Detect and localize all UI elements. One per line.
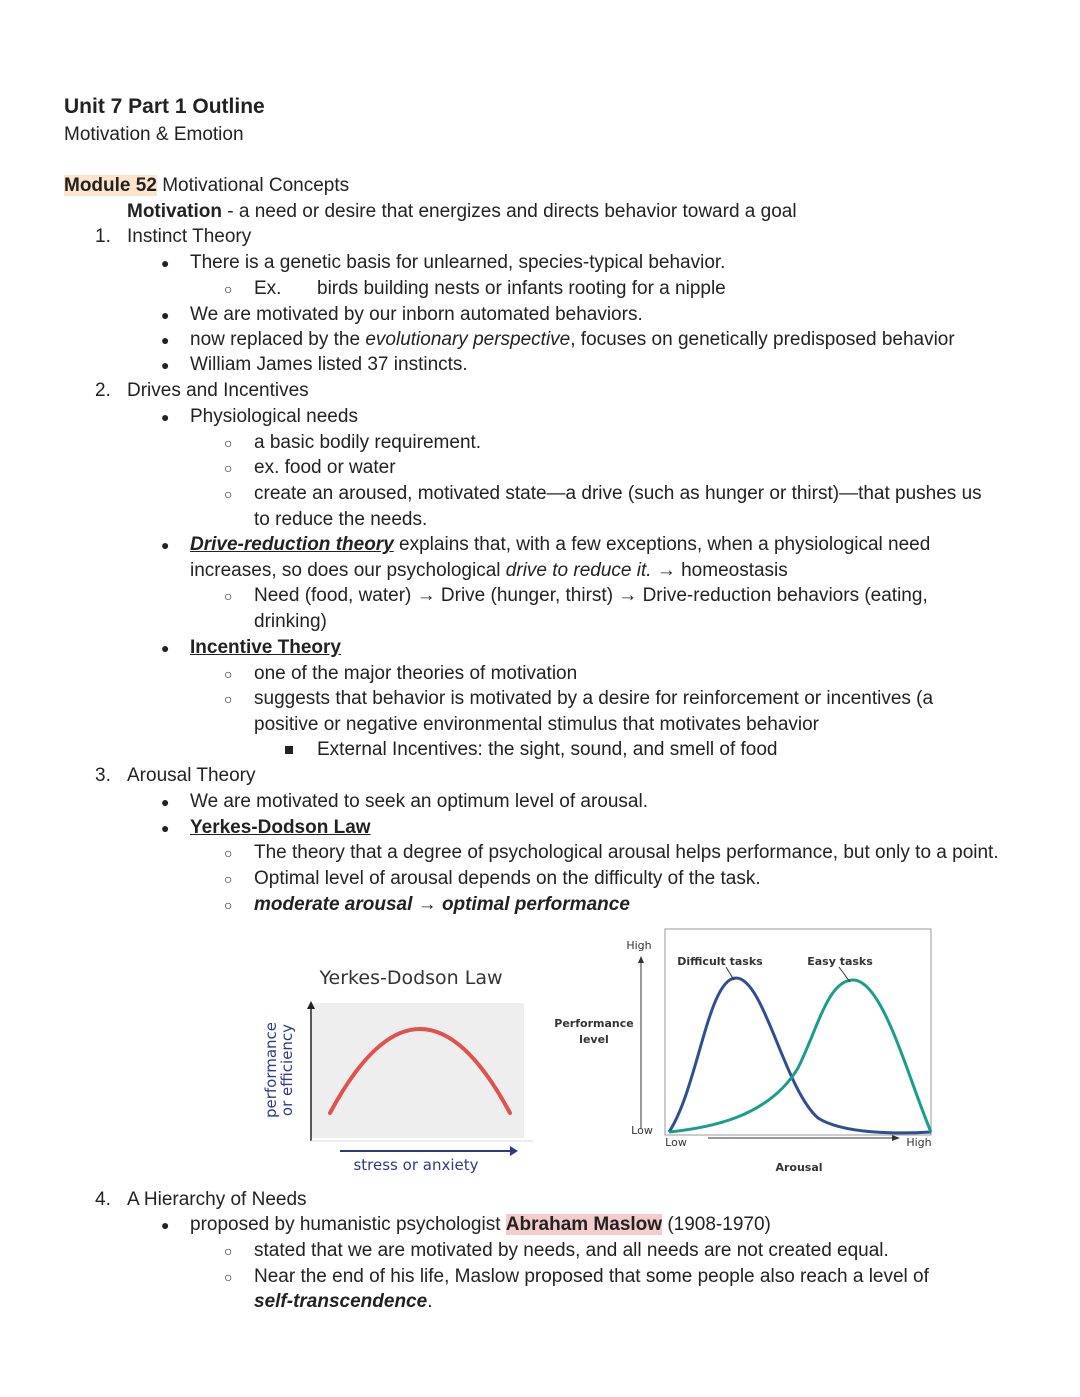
example-text: birds building nests or infants rooting for a nipple [317, 278, 726, 299]
list-item [190, 532, 930, 558]
text-segment: → homeostasis [651, 560, 788, 581]
list-item-continued [190, 558, 788, 584]
bullet-square [285, 746, 293, 754]
legend-easy-tasks: Easy tasks [807, 955, 873, 968]
list-item: The theory that a degree of psychological arousal helps performance, but only to a point. [254, 842, 999, 863]
section-title-hierarchy: A Hierarchy of Needs [127, 1189, 307, 1210]
list-item-continued: drinking) [254, 611, 327, 632]
x-axis-label: Arousal [775, 1161, 823, 1174]
section-number-3: 3. [95, 765, 111, 786]
bullet-dot: ● [161, 820, 170, 836]
bullet-dot: ● [161, 1217, 170, 1233]
easy-pointer [839, 967, 850, 982]
series-easy-tasks [669, 980, 931, 1132]
bullet-dot: ● [161, 255, 170, 271]
bullet-circle: ○ [224, 691, 233, 707]
x-axis-arrow [892, 1135, 900, 1141]
section-number-4: 4. [95, 1189, 111, 1210]
list-item-continued [254, 1289, 432, 1315]
bullet-dot: ● [161, 794, 170, 810]
bullet-circle: ○ [224, 435, 233, 451]
emphasis-evolutionary: evolutionary perspective [365, 329, 571, 350]
section-number-1: 1. [95, 226, 111, 247]
list-item: William James listed 37 instincts. [190, 354, 468, 375]
y-axis-label-line2: or efficiency [278, 1023, 296, 1117]
text-segment: . [427, 1291, 433, 1312]
list-item: stated that we are motivated by needs, and all needs are not created equal. [254, 1240, 889, 1261]
y-low-label: Low [631, 1124, 653, 1137]
bullet-dot: ● [161, 640, 170, 656]
list-item-continued: to reduce the needs. [254, 509, 428, 530]
page-title: Unit 7 Part 1 Outline [64, 95, 265, 118]
y-axis-label-line2: level [579, 1033, 609, 1046]
module-label: Module 52 [64, 175, 157, 196]
bullet-circle: ○ [224, 486, 233, 502]
bullet-dot: ● [161, 409, 170, 425]
bullet-circle: ○ [224, 871, 233, 887]
definition-text: - a need or desire that energizes and directs behavior toward a goal [222, 201, 797, 222]
y-axis-arrow [638, 956, 644, 963]
text-segment: proposed by humanistic psychologist [190, 1214, 506, 1235]
text-segment: increases, so does our psychological [190, 560, 506, 581]
maslow-name: Abraham Maslow [505, 1214, 663, 1235]
page-subtitle: Motivation & Emotion [64, 124, 244, 145]
x-low-label: Low [665, 1136, 687, 1149]
section-title-instinct: Instinct Theory [127, 226, 252, 247]
series-difficult-tasks [669, 978, 931, 1133]
bullet-circle: ○ [224, 1269, 233, 1285]
text-segment: now replaced by the [190, 329, 366, 350]
x-axis-arrow [510, 1146, 518, 1156]
y-axis-label-line1: performance [262, 1021, 280, 1119]
y-high-label: High [626, 939, 652, 952]
list-item: Need (food, water) → Drive (hunger, thirst) → Drive-reduction behaviors (eating, [254, 585, 928, 606]
list-item: We are motivated by our inborn automated behaviors. [190, 304, 643, 325]
section-title-drives: Drives and Incentives [127, 380, 309, 401]
list-item: one of the major theories of motivation [254, 663, 578, 684]
emphasis-drive: drive to reduce it. [505, 560, 652, 581]
chart-title: Yerkes-Dodson Law [319, 967, 503, 989]
list-item: Near the end of his life, Maslow proposed that some people also reach a level of [254, 1266, 929, 1287]
legend-difficult-tasks: Difficult tasks [677, 955, 763, 968]
section-number-2: 2. [95, 380, 111, 401]
list-item: suggests that behavior is motivated by a desire for reinforcement or incentives (a [254, 688, 934, 709]
list-item [190, 1212, 771, 1238]
text-segment: explains that, with a few exceptions, when a physiological need [393, 534, 931, 555]
bullet-dot: ● [161, 307, 170, 323]
bullet-dot: ● [161, 537, 170, 553]
x-axis-label: stress or anxiety [353, 1156, 479, 1174]
term-self-transcendence: self-transcendence [254, 1291, 428, 1312]
bullet-circle: ○ [224, 281, 233, 297]
list-item: External Incentives: the sight, sound, and smell of food [317, 739, 778, 760]
term-incentive-theory: Incentive Theory [190, 637, 341, 658]
list-item: ex. food or water [254, 457, 396, 478]
list-item: We are motivated to seek an optimum level of arousal. [190, 791, 648, 812]
list-item: Physiological needs [190, 406, 358, 427]
text-segment: , focuses on genetically predisposed behavior [570, 329, 955, 350]
definition-term: Motivation [127, 201, 222, 222]
y-axis-label-group [262, 1022, 296, 1118]
list-item: There is a genetic basis for unlearned, species-typical behavior. [190, 252, 726, 273]
list-item-continued: positive or negative environmental stimulus that motivates behavior [254, 714, 820, 735]
bullet-circle: ○ [224, 588, 233, 604]
bullet-circle: ○ [224, 666, 233, 682]
section-title-arousal: Arousal Theory [127, 765, 256, 786]
bullet-circle: ○ [224, 460, 233, 476]
bullet-circle: ○ [224, 1243, 233, 1259]
bullet-circle: ○ [224, 845, 233, 861]
plot-background [312, 1003, 524, 1138]
list-item: moderate arousal → optimal performance [254, 894, 630, 915]
y-axis-label-line1: Performance [554, 1017, 634, 1030]
list-item: a basic bodily requirement. [254, 432, 482, 453]
term-drive-reduction: Drive-reduction theory [190, 534, 394, 555]
yerkes-dodson-chart [250, 955, 540, 1180]
list-item: Optimal level of arousal depends on the difficulty of the task. [254, 868, 761, 889]
term-yerkes-dodson: Yerkes-Dodson Law [190, 817, 371, 838]
module-title: Motivational Concepts [162, 175, 350, 196]
bullet-dot: ● [161, 357, 170, 373]
module-heading [64, 173, 349, 199]
x-high-label: High [906, 1136, 932, 1149]
performance-arousal-chart [548, 928, 948, 1183]
list-item: create an aroused, motivated state—a drive (such as hunger or thirst)—that pushes us [254, 483, 982, 504]
motivation-definition [127, 199, 797, 225]
example-label: Ex. [254, 278, 282, 299]
text-segment: (1908-1970) [662, 1214, 771, 1235]
difficult-pointer [726, 967, 734, 980]
bullet-dot: ● [161, 332, 170, 348]
bullet-circle: ○ [224, 897, 233, 913]
list-item [190, 327, 955, 353]
